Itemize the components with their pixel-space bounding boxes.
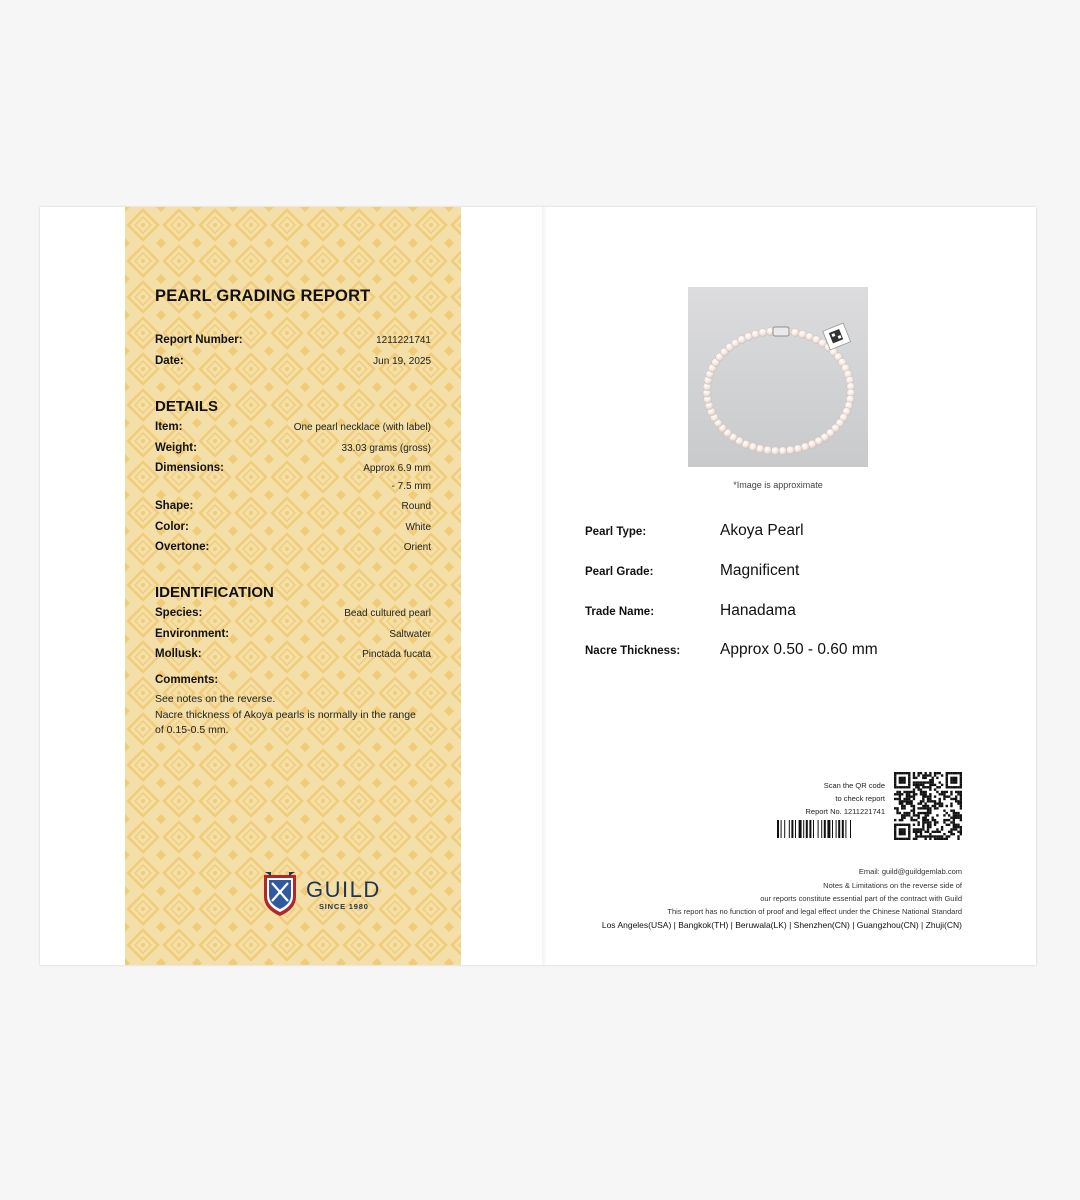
guild-logo (262, 871, 392, 917)
detail-row-weight (155, 442, 431, 460)
attribute-value: Akoya Pearl (720, 522, 804, 539)
attribute-value: Hanadama (720, 602, 796, 619)
date-label: Date: (155, 355, 184, 367)
id-value: Bead cultured pearl (344, 608, 431, 619)
detail-value: Approx 6.9 mm (363, 463, 431, 474)
scan-report-number: Report No. 1211221741 (805, 807, 885, 816)
image-caption: *Image is approximate (733, 480, 823, 490)
id-row-mollusk (155, 648, 431, 666)
id-row-environment (155, 628, 431, 646)
detail-value: One pearl necklace (with label) (293, 422, 431, 433)
qr-code[interactable] (894, 772, 962, 840)
page-fold (542, 207, 547, 965)
pearl-necklace-image (688, 287, 868, 467)
date-value: Jun 19, 2025 (373, 356, 431, 367)
attribute-value: Approx 0.50 - 0.60 mm (720, 641, 878, 658)
scan-instruction: to check report (835, 794, 885, 803)
footer-email: Email: guild@guildgemlab.com (858, 867, 962, 876)
grading-report-sheet (40, 207, 1036, 965)
detail-value: 33.03 grams (gross) (341, 443, 431, 454)
detail-label: Color: (155, 521, 189, 533)
report-number-row (155, 334, 431, 352)
details-heading: DETAILS (155, 398, 219, 415)
attribute-label: Nacre Thickness: (585, 645, 681, 657)
attribute-row-nacre-thickness (585, 641, 1005, 665)
comment-line: of 0.15-0.5 mm. (155, 724, 229, 736)
detail-label: Dimensions: (155, 462, 225, 474)
detail-label: Overtone: (155, 541, 210, 553)
attribute-label: Pearl Grade: (585, 566, 654, 578)
detail-value-continued: - 7.5 mm (391, 481, 431, 492)
guild-shield-icon (262, 871, 298, 917)
identification-heading: IDENTIFICATION (155, 584, 274, 601)
detail-row-dimensions-cont (155, 480, 431, 498)
detail-label: Weight: (155, 442, 197, 454)
id-value: Pinctada fucata (362, 649, 431, 660)
attribute-row-pearl-grade (585, 562, 1005, 586)
id-label: Environment: (155, 628, 230, 640)
detail-row-shape (155, 500, 431, 518)
pearl-necklace-picture (688, 287, 868, 467)
logo-wordmark: GUILD (306, 877, 381, 902)
footer-notes: our reports constitute essential part of the contract with Guild (760, 894, 962, 903)
comment-line: Nacre thickness of Akoya pearls is normally in the range (155, 709, 416, 721)
detail-row-dimensions (155, 462, 431, 480)
report-number-value: 1211221741 (376, 335, 431, 346)
id-row-species (155, 607, 431, 625)
footer-notes: Notes & Limitations on the reverse side of (823, 881, 962, 890)
detail-label: Item: (155, 421, 183, 433)
attribute-label: Pearl Type: (585, 526, 647, 538)
scan-instruction: Scan the QR code (823, 781, 885, 790)
barcode (777, 820, 885, 838)
detail-label: Shape: (155, 500, 194, 512)
attribute-label: Trade Name: (585, 606, 655, 618)
detail-value: Orient (403, 542, 431, 553)
report-title: PEARL GRADING REPORT (155, 287, 371, 305)
report-number-label: Report Number: (155, 334, 243, 346)
id-label: Mollusk: (155, 648, 202, 660)
id-label: Species: (155, 607, 203, 619)
report-info-panel (125, 207, 461, 965)
logo-since: SINCE 1980 (319, 902, 369, 911)
comments-label: Comments: (155, 674, 219, 686)
attribute-row-pearl-type (585, 522, 1005, 546)
comment-line: See notes on the reverse. (155, 693, 276, 705)
footer-disclaimer: This report has no function of proof and legal effect under the Chinese National Standard (667, 907, 962, 916)
detail-row-color (155, 521, 431, 539)
date-row (155, 355, 431, 373)
detail-value: White (405, 522, 431, 533)
detail-row-overtone (155, 541, 431, 559)
attribute-row-trade-name (585, 602, 1005, 626)
footer-locations: Los Angeles(USA) | Bangkok(TH) | Beruwala(LK) | Shenzhen(CN) | Guangzhou(CN) | Zhuji(CN) (601, 920, 962, 930)
detail-value: Round (401, 501, 431, 512)
detail-row-item (155, 421, 431, 439)
attribute-value: Magnificent (720, 562, 800, 579)
id-value: Saltwater (389, 629, 431, 640)
